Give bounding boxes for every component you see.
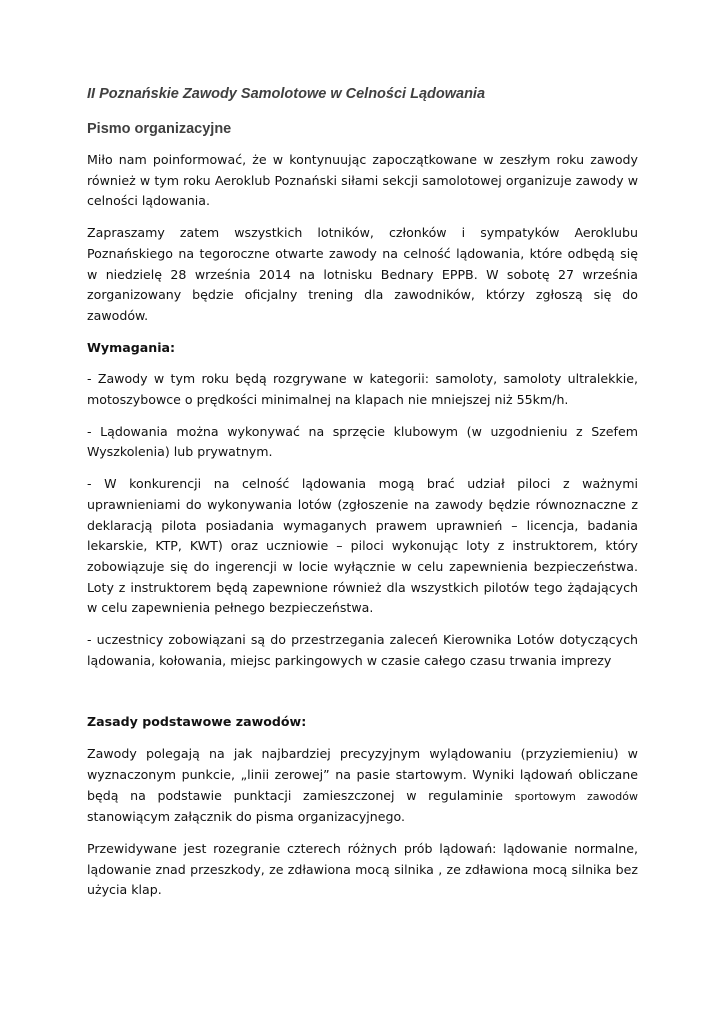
document-subtitle: Pismo organizacyjne <box>87 121 232 137</box>
rules-text-a: Zawody polegają na jak najbardziej precyzyjnym wylądowaniu (przyziemieniu) w wyznaczonym punkcie, „linii zerowej” na pasie startowym. Wyniki lądowań obliczane będą na podstawie punktacji zamieszczonej w regulaminie <box>87 746 638 803</box>
rules-paragraph-2: Przewidywane jest rozegranie czterech różnych prób lądowań: lądowanie normalne, lądowanie znad przeszkody, ze zdławiona mocą silnika , ze zdławiona mocą silnika bez użycia klap. <box>87 840 638 898</box>
requirement-item: - W konkurencji na celność lądowania mogą brać udział piloci z ważnymi uprawnieniami do wykonywania lotów (zgłoszenie na zawody będzie równoznaczne z deklaracją pilota posiadania wymaganych prawem uprawnień – licencja, badania lekarskie, KTP, KWT) oraz uczniowie – piloci wykonując loty z instruktorem, który zobowiązuje się do ingerencji w locie wyłącznie w celu zapewnienia bezpieczeństwa. Loty z instruktorem będą zapewnione również dla wszystkich pilotów tego żądających w celu zapewnienia pełnego bezpieczeństwa. <box>87 476 638 616</box>
rules-text-small: sportowym zawodów <box>514 789 638 803</box>
requirement-item: - Zawody w tym roku będą rozgrywane w kategorii: samoloty, samoloty ultralekkie, motoszybowce o prędkości minimalnej na klapach nie mniejszej niż 55km/h. <box>87 371 638 408</box>
requirement-item: - Lądowania można wykonywać na sprzęcie klubowym (w uzgodnieniu z Szefem Wyszkolenia) lub prywatnym. <box>87 423 638 460</box>
document-title: II Poznańskie Zawody Samolotowe w Celności Lądowania <box>87 86 486 102</box>
rules-heading: Zasady podstawowe zawodów: <box>87 714 307 730</box>
rules-text-b: stanowiącym załącznik do pisma organizacyjnego. <box>87 809 406 825</box>
document-page <box>87 84 638 912</box>
requirements-heading: Wymagania: <box>87 339 176 355</box>
section-spacer <box>87 682 638 712</box>
intro-paragraph: Miło nam poinformować, że w kontynuując zapoczątkowane w zeszłym roku zawody również w tym roku Aeroklub Poznański siłami sekcji samolotowej organizuje zawody w celności lądowania. <box>87 152 638 209</box>
rules-paragraph-1 <box>87 744 638 828</box>
invitation-paragraph: Zapraszamy zatem wszystkich lotników, członków i sympatyków Aeroklubu Poznańskiego na tegoroczne otwarte zawody na celność lądowania, które odbędą się w niedzielę 28 września 2014 na lotnisku Bednary EPPB. W sobotę 27 września zorganizowany będzie oficjalny trening dla zawodników, którzy zgłoszą się do zawodów. <box>87 225 638 323</box>
requirement-item: - uczestnicy zobowiązani są do przestrzegania zaleceń Kierownika Lotów dotyczących lądowania, kołowania, miejsc parkingowych w czasie całego czasu trwania imprezy <box>87 632 638 668</box>
